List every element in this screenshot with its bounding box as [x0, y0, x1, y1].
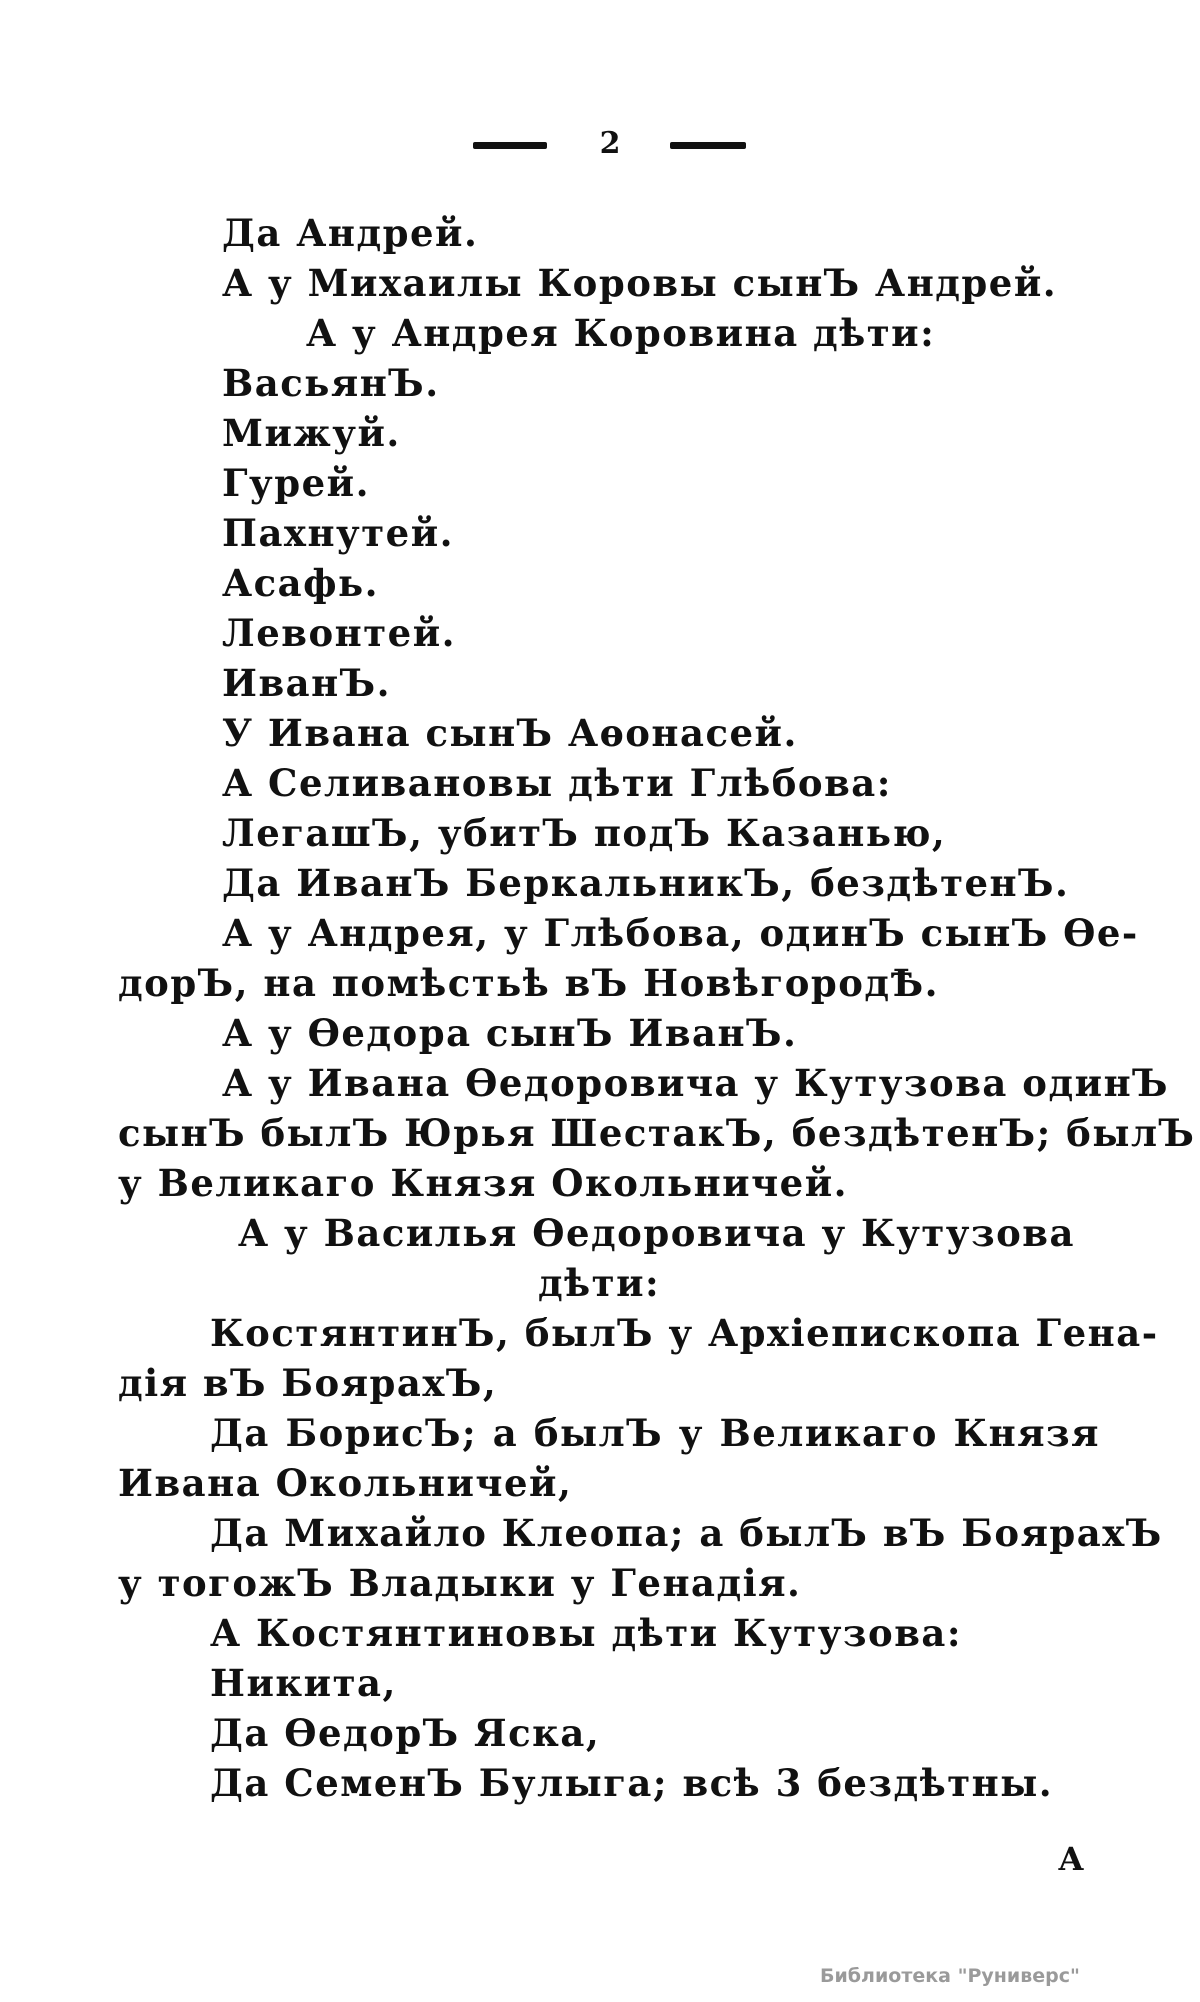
text-line: у тогожЪ Владыки у Генадія. [118, 1561, 802, 1605]
text-line: дорЪ, на помѣстьѣ вЪ НовѣгородѢ. [118, 961, 940, 1005]
text-line: ИванЪ. [222, 661, 391, 705]
text-line: Ивана Окольничей, [118, 1461, 573, 1505]
text-line: А у Андрея Коровина дѣти: [306, 311, 936, 355]
text-line: У Ивана сынЪ Аѳонасей. [222, 711, 798, 755]
text-line: дія вЪ БоярахЪ, [118, 1361, 498, 1405]
text-line: Асафь. [222, 561, 379, 605]
text-line: Пахнутей. [222, 511, 455, 555]
text-line: Да ИванЪ БеркальникЪ, бездѣтенЪ. [222, 861, 1070, 905]
page-header [0, 124, 1200, 164]
catchword: А [1058, 1840, 1085, 1878]
text-line: А у Михаилы Коровы сынЪ Андрей. [222, 261, 1058, 305]
text-line: у Великаго Князя Окольничей. [118, 1161, 849, 1205]
text-line: Да СеменЪ Булыга; всѣ 3 бездѣтны. [210, 1761, 1054, 1805]
library-watermark: Библиотека "Руниверс" [820, 1965, 1080, 1987]
text-line: ЛегашЪ, убитЪ подЪ Казанью, [222, 811, 947, 855]
header-rule-right [670, 142, 746, 149]
page-number: 2 [599, 126, 621, 161]
text-line: сынЪ былЪ Юрья ШестакЪ, бездѣтенЪ; былЪ [118, 1111, 1196, 1155]
text-line: А Костянтиновы дѣти Кутузова: [210, 1611, 963, 1655]
text-line: Мижуй. [222, 411, 401, 455]
page-body [110, 208, 1196, 1808]
text-line: Да ѲедорЪ Яска, [210, 1711, 601, 1755]
text-line: А Селивановы дѣти Глѣбова: [222, 761, 892, 805]
header-rule-left [473, 142, 547, 149]
text-line: А у Андрея, у Глѣбова, одинЪ сынЪ Ѳе- [222, 911, 1139, 955]
text-line: Да Михайло Клеопа; а былЪ вЪ БоярахЪ [210, 1511, 1163, 1555]
text-line: Гурей. [222, 461, 370, 505]
text-line: А у Ивана Ѳедоровича у Кутузова одинЪ [222, 1061, 1170, 1105]
text-line: КостянтинЪ, былЪ у Архіепископа Гена- [210, 1311, 1159, 1355]
text-line: А у Ѳедора сынЪ ИванЪ. [222, 1011, 798, 1055]
text-line: Никита, [210, 1661, 397, 1705]
text-line: Да БорисЪ; а былЪ у Великаго Князя [210, 1411, 1100, 1455]
text-line: Левонтей. [222, 611, 457, 655]
text-line: ВасьянЪ. [222, 361, 440, 405]
text-line: А у Василья Ѳедоровича у Кутузова [238, 1211, 1075, 1255]
text-line: дѣти: [538, 1261, 661, 1305]
text-line: Да Андрей. [222, 211, 479, 255]
